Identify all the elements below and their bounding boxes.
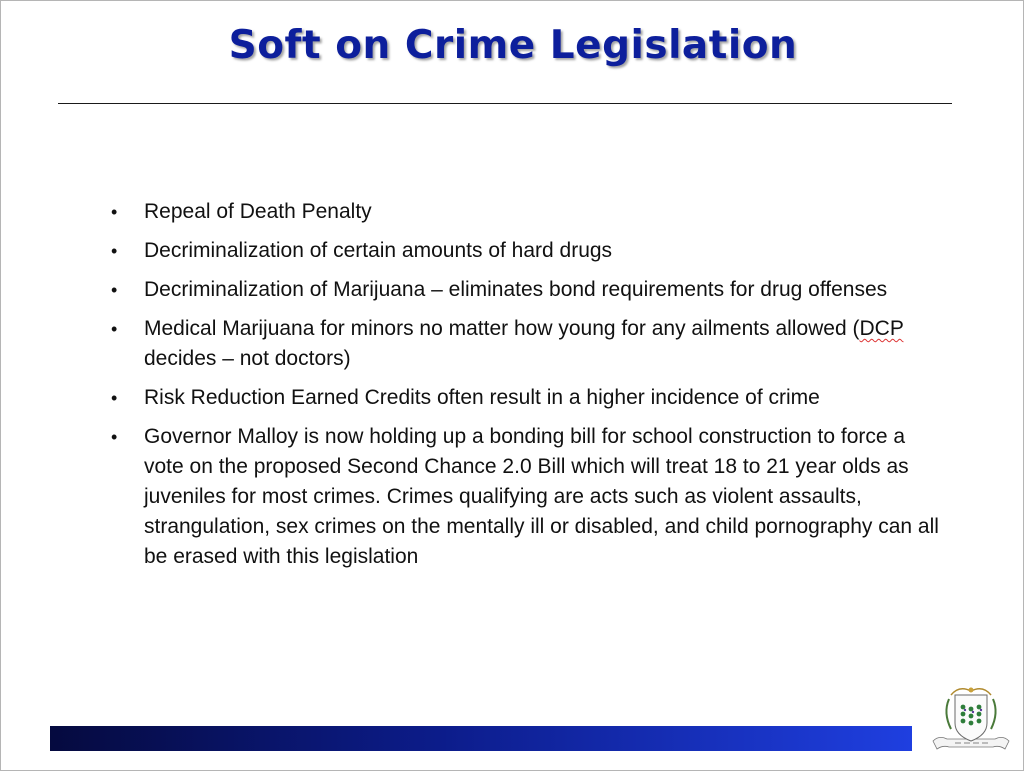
bullet-text: Decriminalization of certain amounts of hard drugs	[144, 239, 613, 262]
bullet-item-death-penalty	[111, 197, 941, 227]
bullet-item-earned-credits	[111, 383, 941, 413]
state-seal-icon	[929, 683, 1013, 759]
title-divider	[58, 103, 952, 104]
spellcheck-marked-word: DCP	[859, 317, 904, 340]
bullet-item-second-chance	[111, 422, 941, 572]
bullet-icon: •	[111, 280, 118, 300]
bullet-item-marijuana	[111, 275, 941, 305]
slide-title: Soft on Crime Legislation	[228, 23, 798, 68]
bullet-text: Governor Malloy is now holding up a bonding bill for school construction to force a vote on the proposed Second Chance 2.0 Bill which will treat 18 to 21 year olds as juveniles for most crimes. Crimes qualifying are acts such as violent assaults, strangulation, sex crimes on the mentally ill or disabled, and child pornography can all be erased with this legislation	[144, 425, 939, 568]
bullet-text-start: Medical Marijuana for minors no matter how young for any ailments allowed (	[144, 317, 860, 340]
bullet-text: Repeal of Death Penalty	[144, 200, 372, 223]
bullet-text	[144, 317, 903, 370]
bullet-icon: •	[111, 388, 118, 408]
bullet-text: Decriminalization of Marijuana – eliminates bond requirements for drug offenses	[144, 278, 888, 301]
bullet-list	[111, 197, 941, 581]
bullet-icon: •	[111, 319, 118, 339]
bullet-item-medical-marijuana	[111, 314, 941, 374]
footer-bar	[50, 726, 912, 751]
bullet-item-hard-drugs	[111, 236, 941, 266]
bullet-icon: •	[111, 241, 118, 261]
bullet-icon: •	[111, 202, 118, 222]
bullet-text: Risk Reduction Earned Credits often result in a higher incidence of crime	[144, 386, 820, 409]
bullet-text-end: decides – not doctors)	[144, 347, 351, 370]
bullet-icon: •	[111, 427, 118, 447]
